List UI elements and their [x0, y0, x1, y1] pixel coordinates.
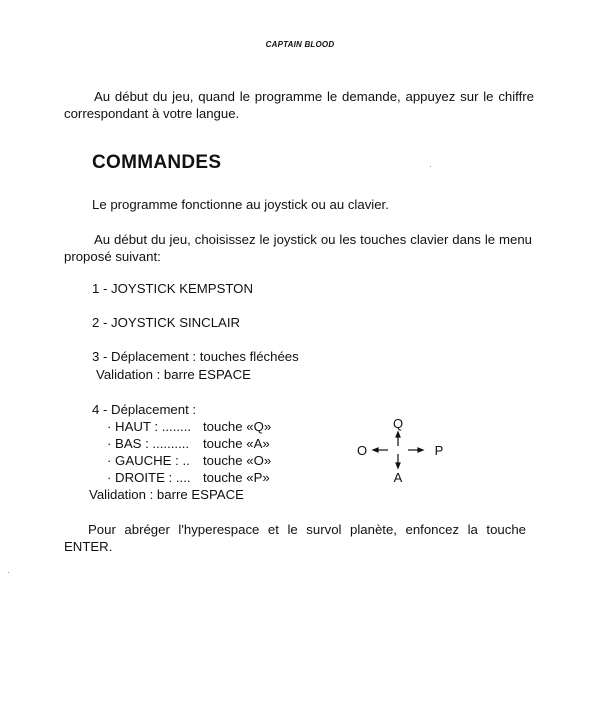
scan-speck [430, 166, 431, 167]
page-header: CAPTAIN BLOOD [265, 40, 335, 49]
direction-up-label: Q [392, 416, 404, 431]
option-keys-validation: Validation : barre ESPACE [89, 487, 244, 502]
option-arrows-validation: Validation : barre ESPACE [96, 367, 251, 382]
key-value-right: touche «P» [203, 470, 270, 485]
key-value-left: touche «O» [203, 453, 272, 468]
option-keys: 4 - Déplacement : [92, 402, 197, 417]
option-arrows: 3 - Déplacement : touches fléchées [92, 349, 299, 364]
direction-left-label: O [356, 443, 368, 458]
key-label-right: · DROITE : .... [107, 470, 191, 485]
arrow-down-icon [396, 454, 400, 468]
closing-paragraph: Pour abréger l'hyperespace et le survol planète, enfoncez la touche ENTER. [64, 522, 526, 554]
arrow-left-icon [373, 448, 388, 452]
scan-speck [8, 572, 9, 573]
section-title: COMMANDES [92, 152, 222, 173]
key-label-up: · HAUT : ........ [107, 419, 192, 434]
choose-paragraph: Au début du jeu, choisissez le joystick ou les touches clavier dans le menu proposé suivant: [64, 232, 532, 264]
key-value-down: touche «A» [203, 436, 270, 451]
direction-down-label: A [393, 470, 403, 485]
option-sinclair: 2 - JOYSTICK SINCLAIR [92, 315, 241, 330]
intro-paragraph: Au début du jeu, quand le programme le demande, appuyez sur le chiffre correspondant à votre langue. [64, 89, 534, 121]
direction-diagram [355, 414, 445, 486]
option-kempston: 1 - JOYSTICK KEMPSTON [92, 281, 253, 296]
key-value-up: touche «Q» [203, 419, 272, 434]
direction-right-label: P [434, 443, 444, 458]
controls-paragraph: Le programme fonctionne au joystick ou au clavier. [92, 197, 389, 212]
arrow-up-icon [396, 432, 400, 446]
key-label-left: · GAUCHE : .. [107, 453, 190, 468]
key-label-down: · BAS : .......... [107, 436, 190, 451]
arrow-right-icon [408, 448, 423, 452]
